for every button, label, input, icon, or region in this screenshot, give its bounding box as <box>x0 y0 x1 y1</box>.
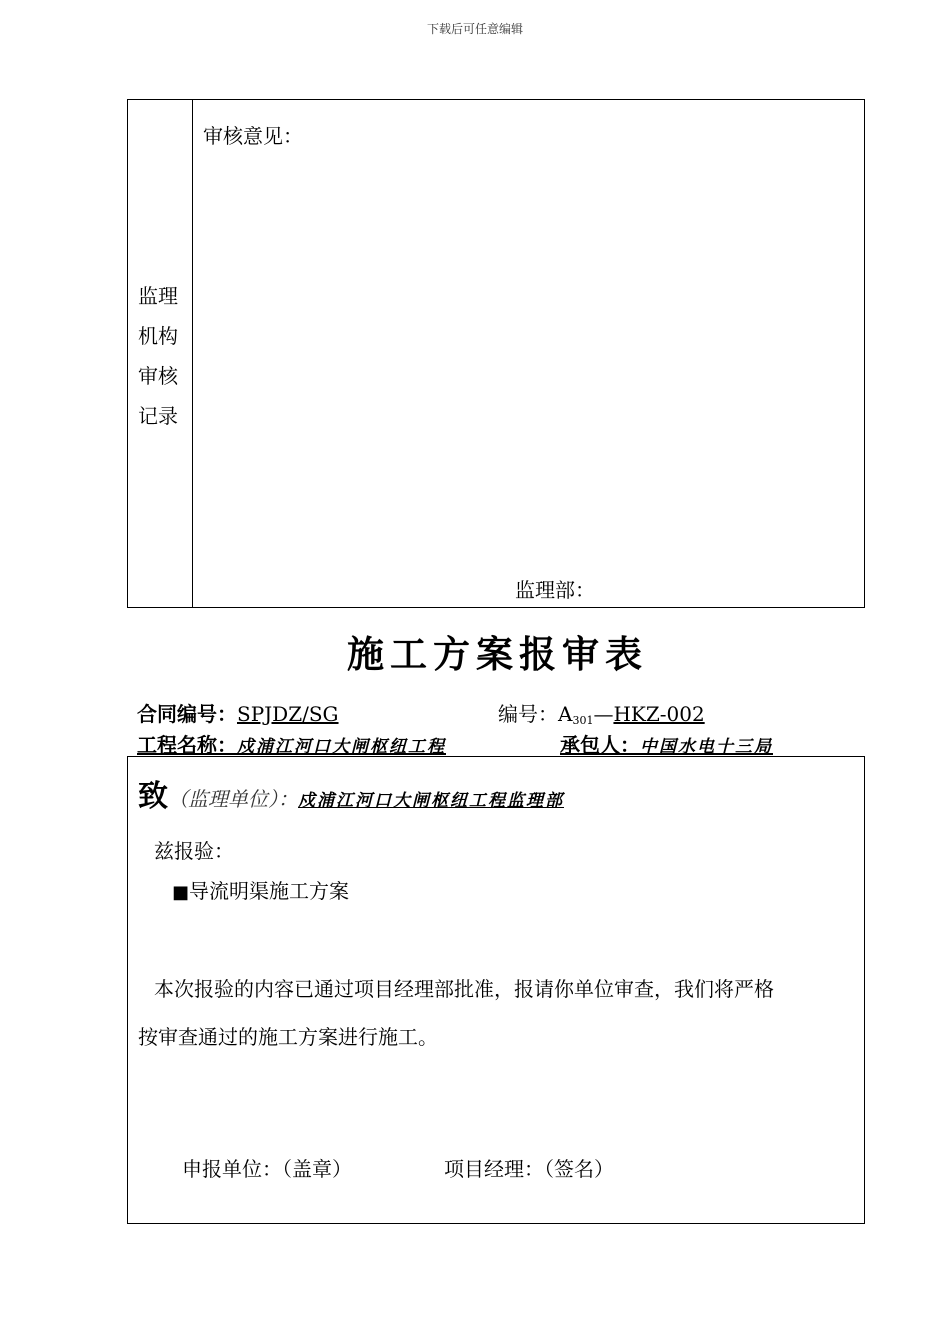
to-unit: 戍浦江河口大闸枢纽工程监理部 <box>298 791 564 811</box>
number-prefix: A <box>558 702 573 726</box>
contractor-label: 承包人： <box>560 733 640 757</box>
number-sub: 301 <box>572 714 594 727</box>
number-label: 编号： <box>498 702 558 726</box>
applicant-label: 申报单位：（盖章） <box>182 1157 352 1181</box>
contractor-name: 中国水电十三局 <box>640 737 773 757</box>
number-suffix: HKZ-002 <box>613 702 705 726</box>
submission-box <box>127 756 865 1224</box>
to-colon: ： <box>278 787 298 811</box>
side-label-line: 审核 <box>138 364 178 388</box>
supervision-dept-label: 监理部： <box>515 578 595 602</box>
contract-label: 合同编号： <box>137 702 237 726</box>
header-note: 下载后可任意编辑 <box>426 22 523 36</box>
submit-item <box>172 875 349 904</box>
project-name-line <box>137 729 538 758</box>
to-line <box>138 771 564 815</box>
checkbox-checked-icon: ■ <box>172 882 190 903</box>
form-title: 施工方案报审表 <box>347 632 648 676</box>
project-name: 戍浦江河口大闸枢纽工程 <box>237 737 446 757</box>
project-label: 工程名称： <box>137 733 237 757</box>
submit-label: 兹报验： <box>154 839 234 863</box>
item-text: 导流明渠施工方案 <box>189 879 350 903</box>
review-record-box <box>127 99 865 608</box>
contractor-line <box>560 729 773 758</box>
review-opinion-label: 审核意见： <box>203 124 303 148</box>
to-char: 致 <box>138 779 168 814</box>
contract-value: SPJDZ/SG <box>237 702 339 726</box>
form-number <box>498 698 705 727</box>
body-line-1: 本次报验的内容已通过项目经理部批准，报请你单位审查，我们将严格 <box>154 977 774 1001</box>
review-side-label <box>138 276 184 436</box>
to-paren: （监理单位） <box>168 787 278 811</box>
side-label-line: 记录 <box>138 404 178 428</box>
manager-label: 项目经理：（签名） <box>444 1157 614 1181</box>
contract-number <box>137 698 339 727</box>
review-side-column <box>128 100 193 607</box>
side-label-line: 机构 <box>138 324 178 348</box>
side-label-line: 监理 <box>138 284 178 308</box>
number-dash: — <box>593 702 614 726</box>
body-line-2: 按审查通过的施工方案进行施工。 <box>138 1025 438 1049</box>
